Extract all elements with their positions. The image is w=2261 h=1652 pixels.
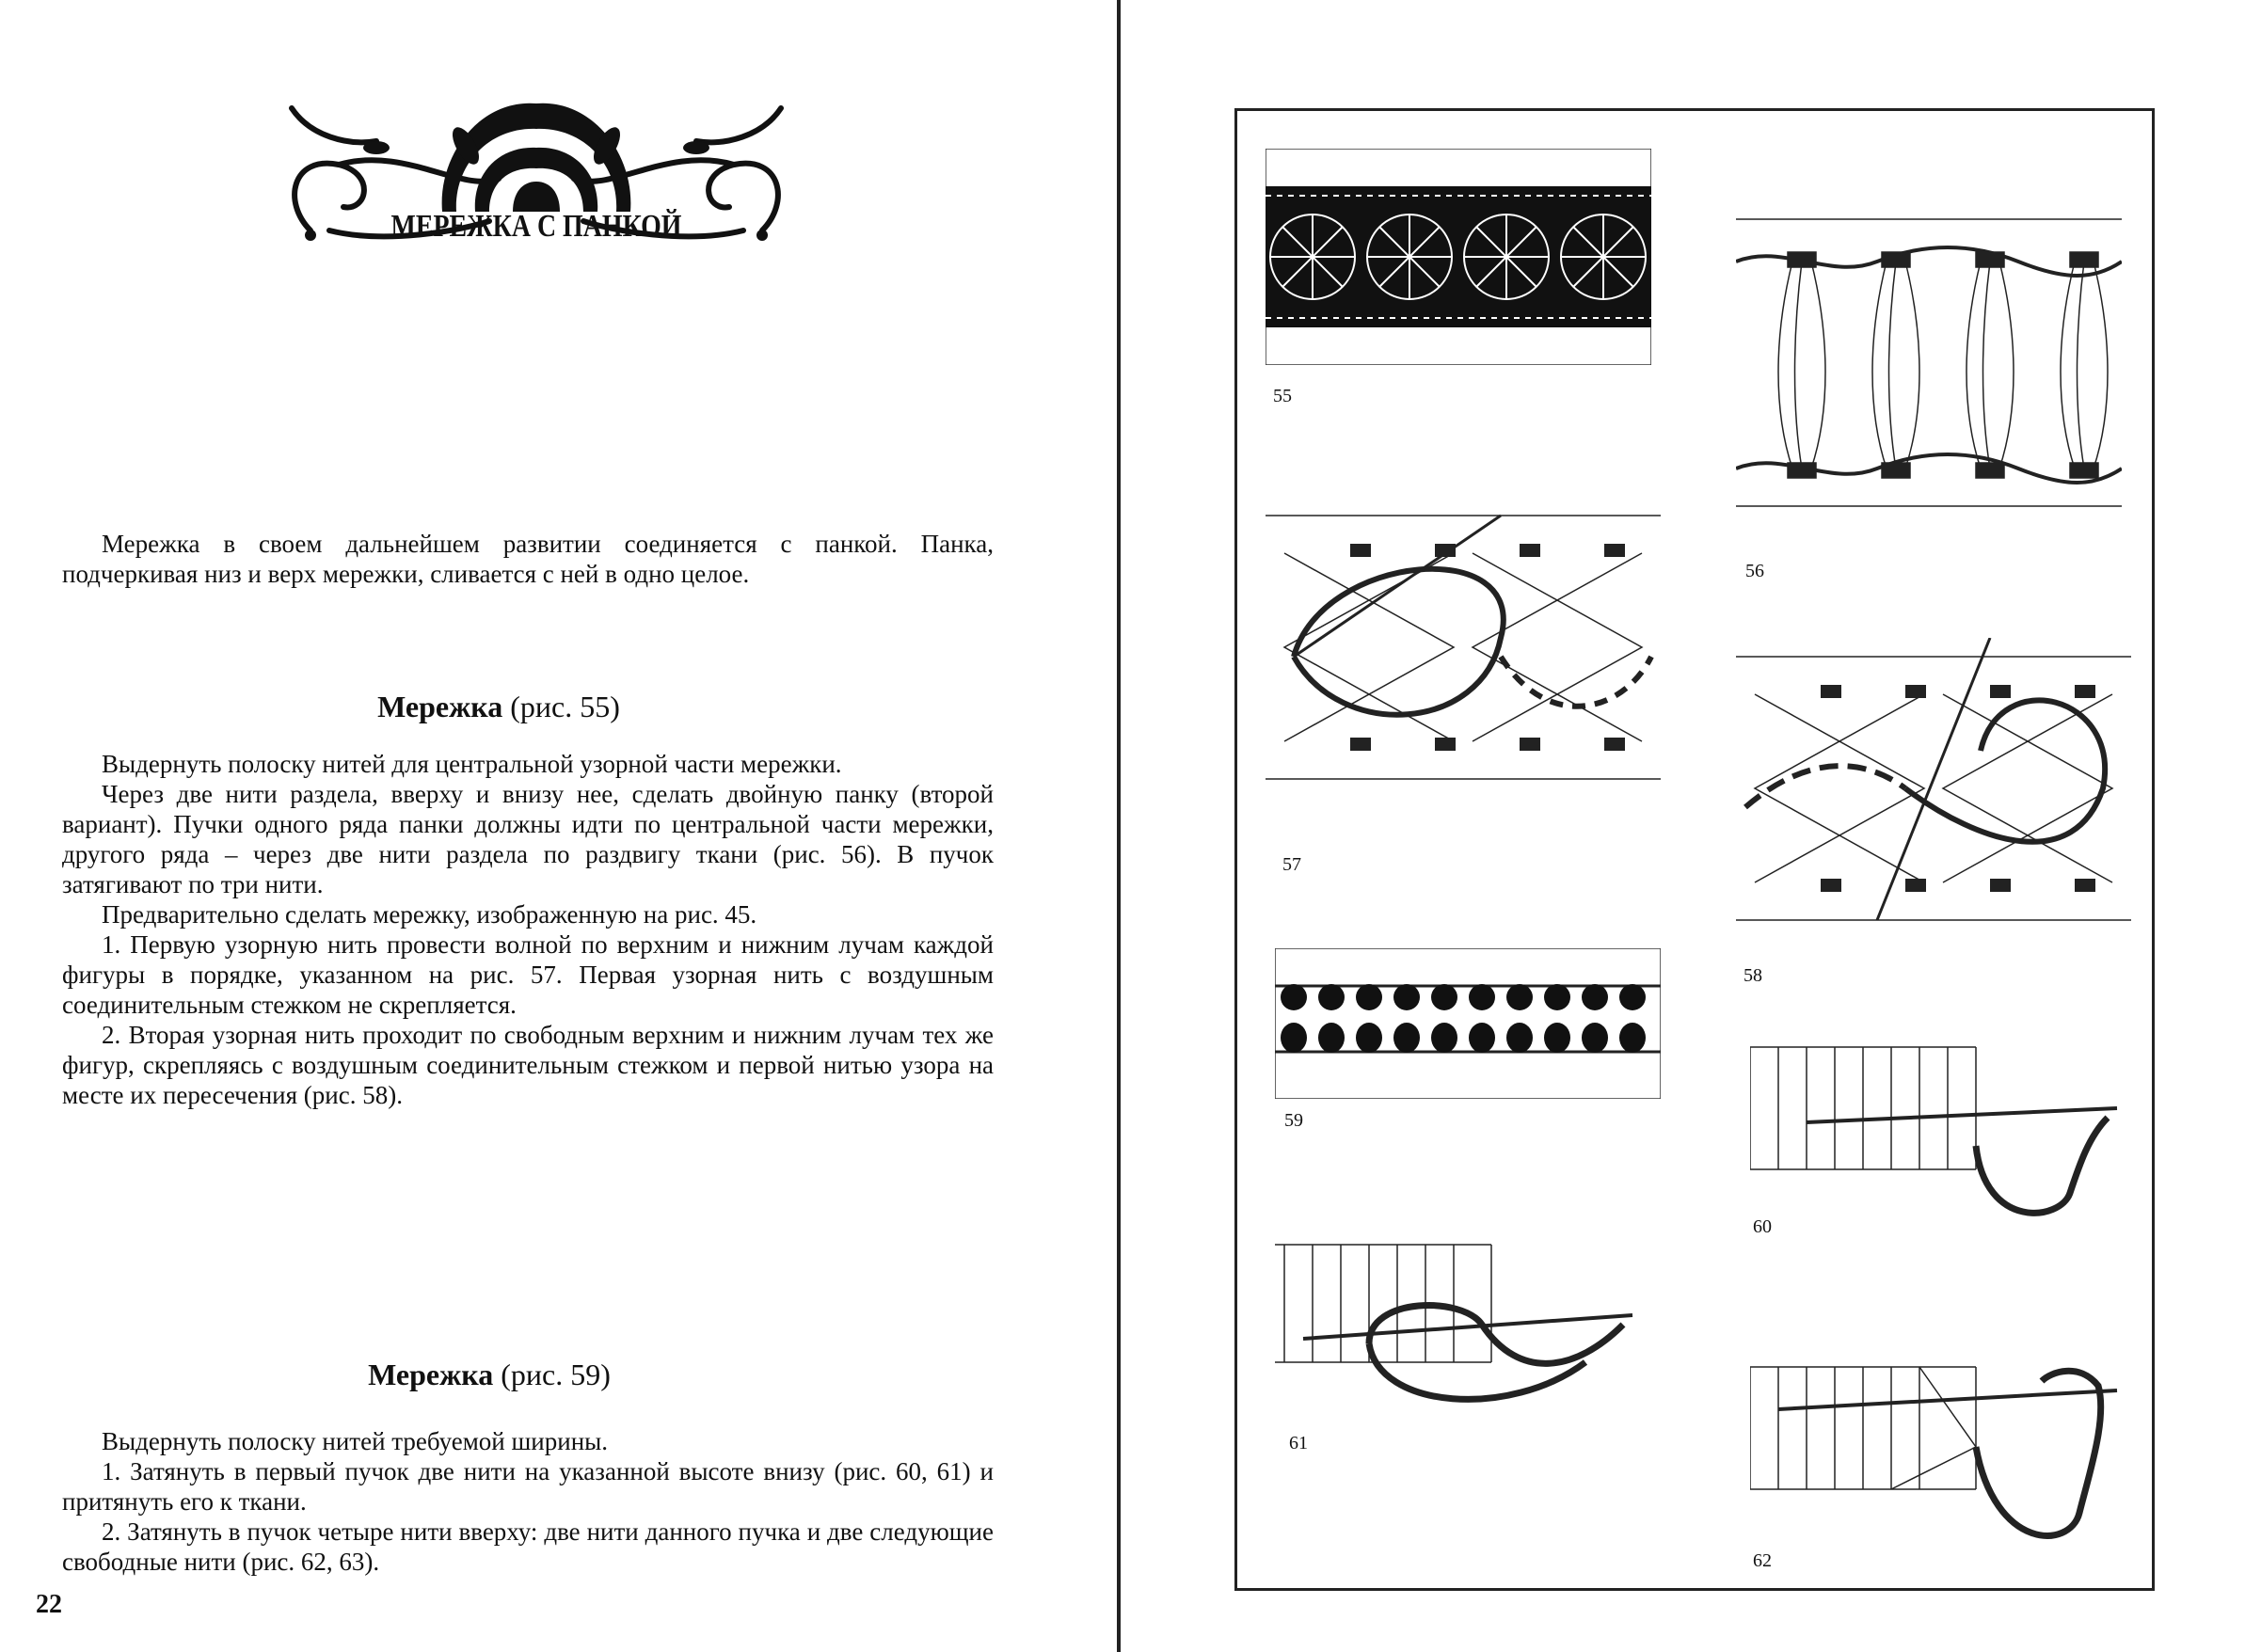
figure-58-drawing <box>1736 638 2131 939</box>
figure-60-drawing <box>1750 1042 2145 1231</box>
section1-paragraph: 1. Первую узорную нить провести волной по верхним и нижним лучам каждой фигуры в порядке, указанном на рис. 57. Первая узорная нить с воздушным соединительным стежком не скрепляется. <box>62 930 994 1019</box>
book-gutter <box>1117 0 1121 1652</box>
intro-paragraph <box>62 529 994 589</box>
section2-paragraph: Выдернуть полоску нитей требуемой ширины. <box>102 1427 609 1455</box>
section1-heading-bold: Мережка <box>377 690 503 723</box>
figure-56-drawing <box>1736 196 2122 525</box>
figure-57-label: 57 <box>1282 854 1301 875</box>
figure-58-label: 58 <box>1744 965 1762 986</box>
section1-paragraph: Через две нити раздела, вверху и внизу нее, сделать двойную панку (второй вариант). Пучки одного ряда панки должны идти по центральной части мережки, другого ряда – через две нити раздела по раздвигу ткани (рис. 56). В пучок затягивают по три нити. <box>62 780 994 898</box>
figure-61-label: 61 <box>1289 1433 1308 1453</box>
section1-heading <box>282 690 715 724</box>
section2-paragraph: 1. Затянуть в первый пучок две нити на указанной высоте внизу (рис. 60, 61) и притянуть его к ткани. <box>62 1457 994 1516</box>
section2-body <box>62 1426 994 1577</box>
figure-61-drawing <box>1275 1240 1670 1428</box>
chapter-title: МЕРЕЖКА С ПАНКОЙ <box>390 209 682 244</box>
figure-62-drawing <box>1750 1353 2145 1569</box>
figure-62-label: 62 <box>1753 1550 1772 1571</box>
section2-heading-ref: (рис. 59) <box>501 1358 611 1391</box>
figure-57-drawing <box>1266 497 1661 798</box>
section1-paragraph: 2. Вторая узорная нить проходит по свободным верхним и нижним лучам тех же фигур, скрепляясь с воздушным соединительным стежком и первой нитью узора на месте их пересечения (рис. 58). <box>62 1021 994 1109</box>
section2-heading <box>273 1358 706 1392</box>
figure-59-drawing <box>1275 948 1661 1099</box>
figures-frame <box>1234 108 2155 1591</box>
section1-body <box>62 749 994 1110</box>
figure-56-label: 56 <box>1745 561 1764 581</box>
intro-text: Мережка в своем дальнейшем развитии соединяется с панкой. Панка, подчеркивая низ и верх мережки, сливается с ней в одно целое. <box>62 530 994 588</box>
figure-55-label: 55 <box>1273 386 1292 406</box>
figure-55-drawing <box>1266 149 1651 365</box>
figure-59-label: 59 <box>1284 1110 1303 1131</box>
section1-paragraph: Предварительно сделать мережку, изображенную на рис. 45. <box>102 900 757 929</box>
right-page <box>1124 0 2261 1652</box>
section1-heading-ref: (рис. 55) <box>510 690 620 723</box>
page-number: 22 <box>36 1590 62 1619</box>
left-page <box>0 0 1115 1652</box>
figure-60-label: 60 <box>1753 1216 1772 1237</box>
section2-heading-bold: Мережка <box>368 1358 494 1391</box>
section2-paragraph: 2. Затянуть в пучок четыре нити вверху: две нити данного пучка и две следующие свободные нити (рис. 62, 63). <box>62 1517 994 1576</box>
section1-paragraph: Выдернуть полоску нитей для центральной узорной части мережки. <box>102 750 842 778</box>
